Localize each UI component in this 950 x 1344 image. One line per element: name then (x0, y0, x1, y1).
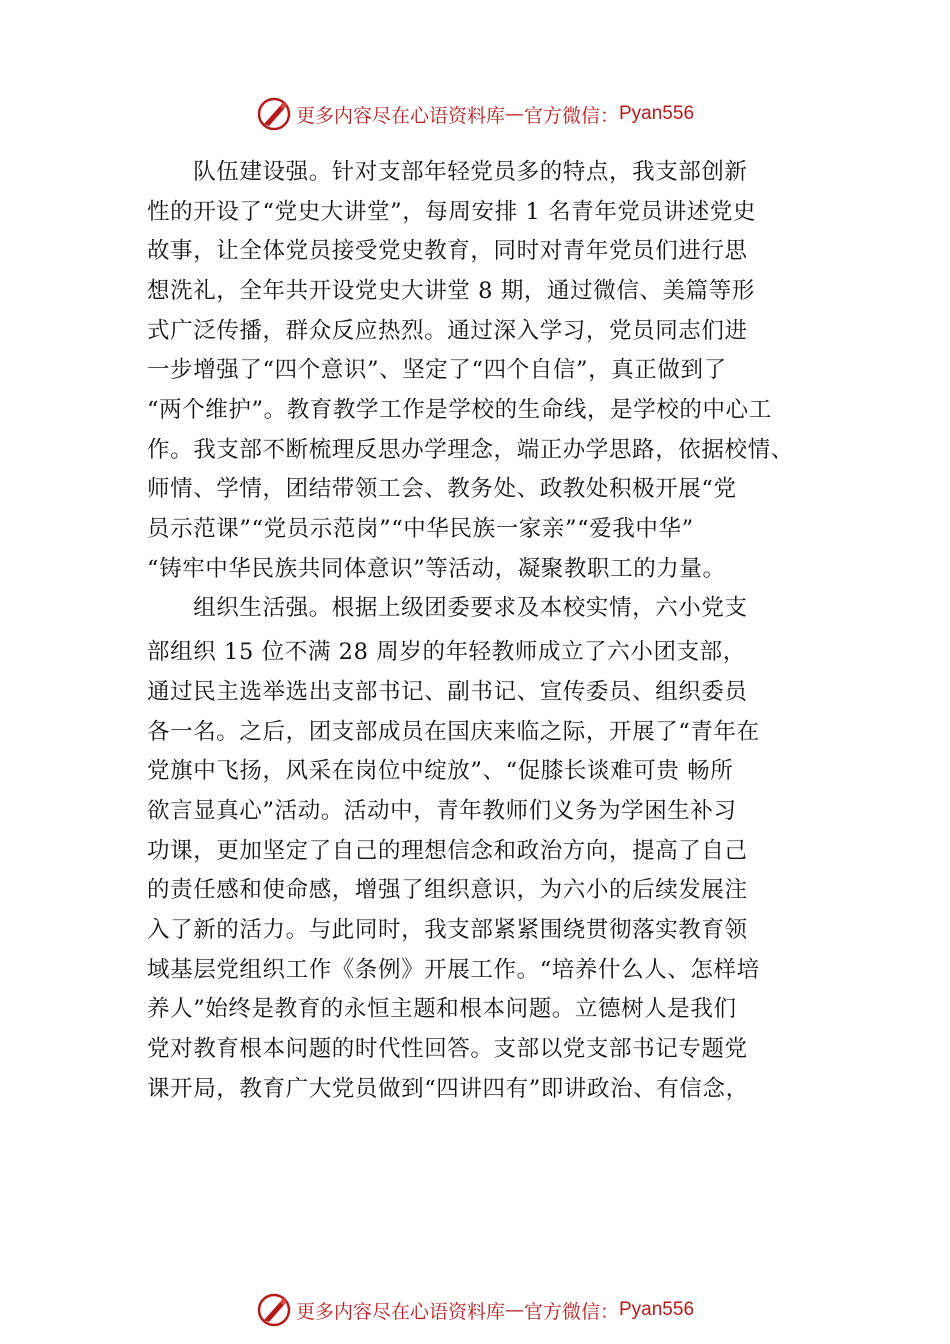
body-line: 养人”始终是教育的永恒主题和根本问题。立德树人是我们 (147, 996, 737, 1022)
banner-separator: — (504, 103, 524, 125)
body-line: 的责任感和使命感，增强了组织意识，为六小的后续发展注 (147, 877, 748, 903)
body-line: 故事，让全体党员接受党史教育，同时对青年党员们进行思 (147, 238, 748, 264)
body-line: 功课，更加坚定了自己的理想信念和政治方向，提高了自己 (147, 838, 748, 864)
pen-logo-icon (256, 96, 292, 132)
footer-banner (0, 1290, 950, 1330)
body-line: 各一名。之后，团支部成员在国庆来临之际，开展了“青年在 (147, 719, 760, 745)
body-line: 课开局，教育广大党员做到“四讲四有”即讲政治、有信念， (147, 1076, 749, 1102)
wechat-label: 官方微信： (523, 104, 619, 127)
body-line: 欲言显真心”活动。活动中，青年教师们义务为学困生补习 (147, 798, 737, 824)
body-line: 通过民主选举选出支部书记、副书记、宣传委员、组织委员 (147, 679, 748, 705)
body-line: 党旗中飞扬，风采在岗位中绽放”、“促膝长谈难可贵 畅所 (147, 758, 734, 784)
body-line: 队伍建设强。针对支部年轻党员多的特点，我支部创新 (147, 159, 748, 185)
body-line: 想洗礼，全年共开设党史大讲堂 8 期，通过微信、美篇等形 (147, 278, 755, 304)
header-banner (0, 94, 950, 134)
body-line: 组织生活强。根据上级团委要求及本校实情，六小党支 (147, 595, 748, 621)
body-line: 党对教育根本问题的时代性回答。支部以党支部书记专题党 (147, 1036, 748, 1062)
body-line: 性的开设了“党史大讲堂”，每周安排 1 名青年党员讲述党史 (147, 199, 757, 225)
pen-logo-icon (256, 1292, 292, 1328)
body-line: 员示范课”“党员示范岗”“中华民族一家亲”“爱我中华” (147, 516, 694, 542)
body-line: 部组织 15 位不满 28 周岁的年轻教师成立了六小团支部， (147, 639, 746, 665)
banner-separator: — (504, 1299, 524, 1321)
body-line: “两个维护”。教育教学工作是学校的生命线，是学校的中心工 (147, 397, 772, 423)
body-line: 一步增强了“四个意识”、坚定了“四个自信”，真正做到了 (147, 357, 727, 383)
body-line: 入了新的活力。与此同时，我支部紧紧围绕贯彻落实教育领 (147, 917, 748, 943)
wechat-id: Pyan556 (619, 1299, 695, 1320)
banner-text: 更多内容尽在心语资料库 (295, 104, 505, 127)
body-line: 域基层党组织工作《条例》开展工作。“培养什么人、怎样培 (147, 957, 760, 983)
wechat-id: Pyan556 (619, 103, 695, 124)
body-line: 作。我支部不断梳理反思办学理念，端正办学思路，依据校情、 (147, 437, 794, 463)
body-line: 师情、学情，团结带领工会、教务处、政教处积极开展“党 (147, 476, 737, 502)
banner-text: 更多内容尽在心语资料库 (295, 1300, 505, 1323)
wechat-label: 官方微信： (523, 1300, 619, 1323)
body-line: “铸牢中华民族共同体意识”等活动，凝聚教职工的力量。 (147, 556, 726, 582)
body-line: 式广泛传播，群众反应热烈。通过深入学习，党员同志们进 (147, 318, 748, 344)
